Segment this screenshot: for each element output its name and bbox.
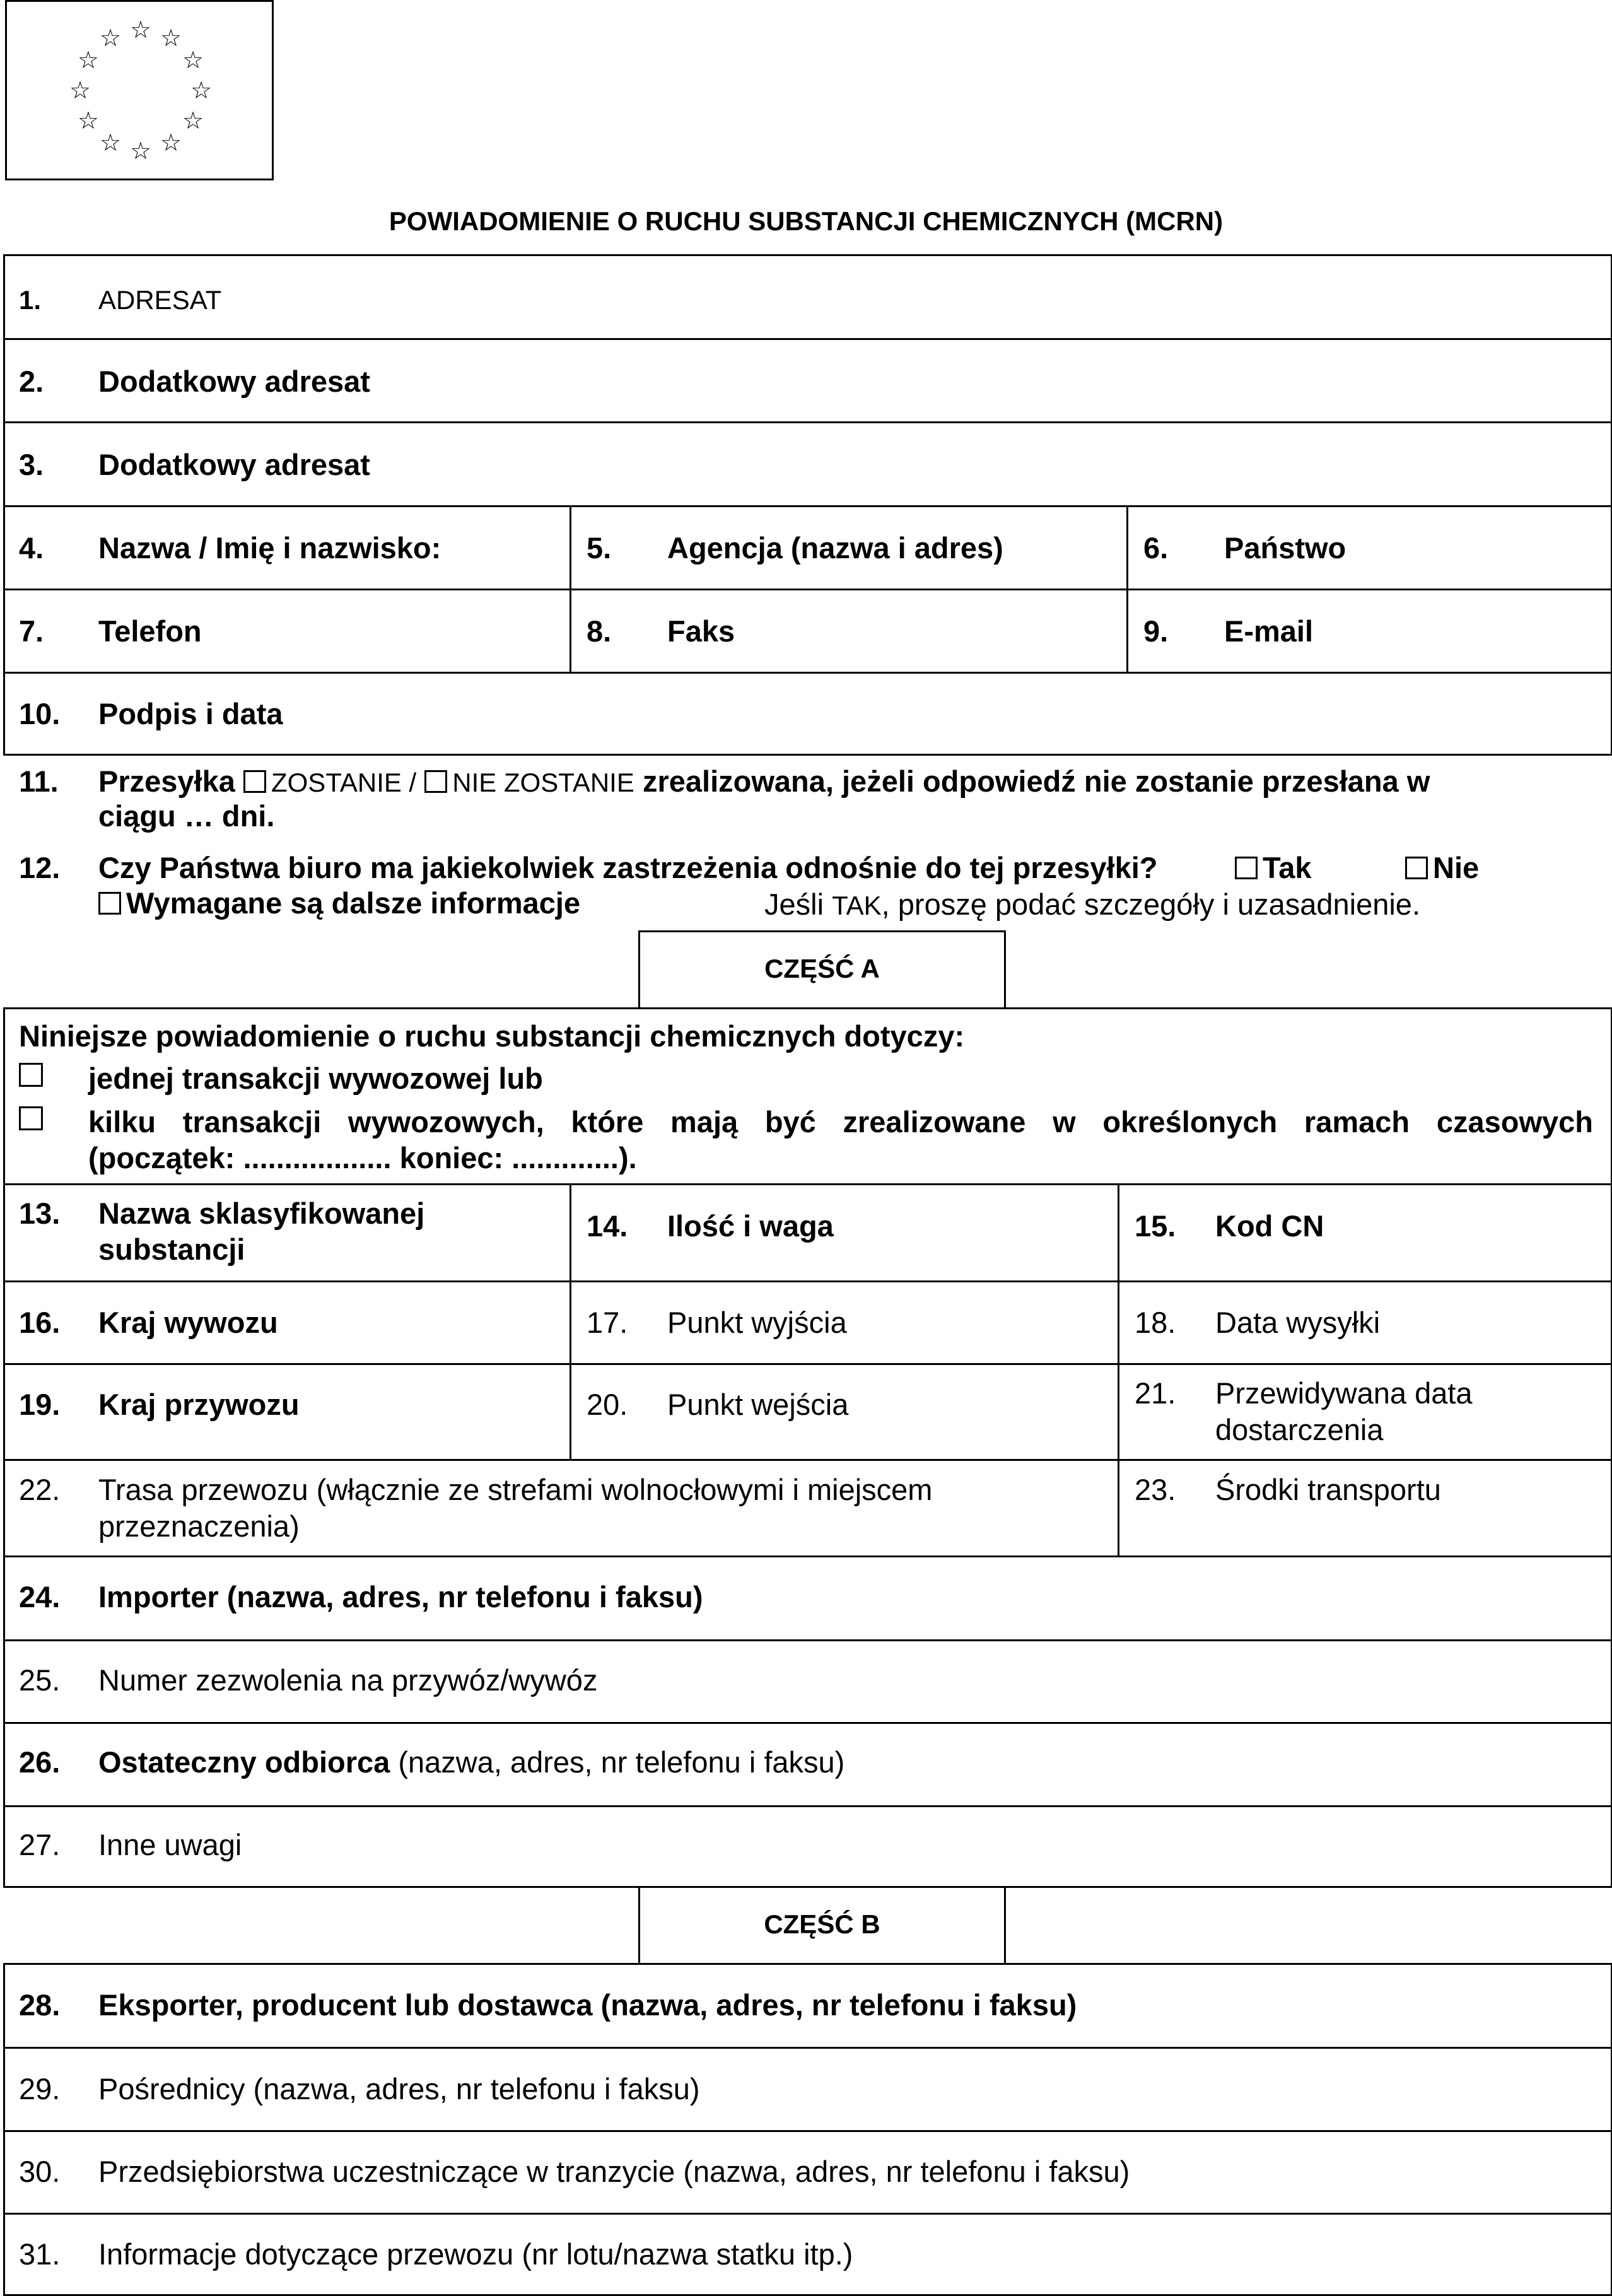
- question-12-text: Czy Państwa biuro ma jakiekolwiek zastrzeżenia odnośnie do tej przesyłki?: [98, 851, 1158, 884]
- part-a-label: CZĘŚĆ A: [764, 954, 880, 983]
- form-title: POWIADOMIENIE O RUCHU SUBSTANCJI CHEMICZNYCH (MCRN): [388, 206, 1224, 236]
- question-11-number: 11.: [19, 764, 59, 798]
- eu-star-icon: ☆: [160, 129, 182, 157]
- field-16-number: 16.: [19, 1306, 61, 1339]
- field-9-number: 9.: [1143, 614, 1169, 648]
- field-2-label: Dodatkowy adresat: [98, 365, 370, 398]
- field-26-number: 26.: [19, 1745, 61, 1779]
- field-23-label: Środki transportu: [1215, 1473, 1441, 1506]
- field-23-number: 23.: [1135, 1473, 1176, 1506]
- checkbox-nie[interactable]: [1405, 857, 1428, 879]
- field-18-number: 18.: [1135, 1306, 1176, 1339]
- field-31-number: 31.: [19, 2237, 61, 2271]
- eu-star-icon: ☆: [99, 23, 122, 52]
- field-22-label-line2: przeznaczenia): [98, 1509, 300, 1543]
- eu-stars-circle: [7, 2, 272, 179]
- field-14-label: Ilość i waga: [667, 1209, 834, 1243]
- field-9-label: E-mail: [1224, 614, 1314, 648]
- field-3-label: Dodatkowy adresat: [98, 448, 370, 481]
- field-30-label: Przedsiębiorstwa uczestniczące w tranzycie (nazwa, adres, nr telefonu i faksu): [98, 2155, 1130, 2188]
- eu-star-icon: ☆: [69, 76, 91, 104]
- field-26-label: Ostateczny odbiorca (nazwa, adres, nr telefonu i faksu): [98, 1745, 845, 1779]
- field-4-number: 4.: [19, 531, 44, 565]
- field-20-label: Punkt wejścia: [667, 1388, 849, 1421]
- field-31-label: Informacje dotyczące przewozu (nr lotu/nazwa statku itp.): [98, 2237, 853, 2271]
- field-28-number: 28.: [19, 1988, 61, 2022]
- eu-star-icon: ☆: [77, 46, 99, 74]
- field-27-number: 27.: [19, 1828, 61, 1861]
- field-10-number: 10.: [19, 697, 61, 730]
- field-30-number: 30.: [19, 2155, 61, 2188]
- field-14-number: 14.: [587, 1209, 628, 1243]
- field-21-number: 21.: [1135, 1376, 1176, 1410]
- checkbox-tak[interactable]: [1235, 857, 1258, 879]
- scope-option-2-line2: (początek: .................. koniec: .............).: [88, 1141, 637, 1174]
- field-8-label: Faks: [667, 614, 735, 648]
- scope-heading: Niniejsze powiadomienie o ruchu substancji chemicznych dotyczy:: [19, 1019, 965, 1053]
- field-6-label: Państwo: [1224, 531, 1346, 565]
- field-13-label-line1: Nazwa sklasyfikowanej: [98, 1197, 425, 1230]
- field-22-label-line1: Trasa przewozu (włącznie ze strefami wolnocłowymi i miejscem: [98, 1473, 933, 1506]
- eu-star-icon: ☆: [129, 137, 152, 165]
- eu-star-icon: ☆: [182, 46, 204, 74]
- field-3-number: 3.: [19, 448, 44, 481]
- eu-star-icon: ☆: [160, 23, 182, 52]
- field-13-label-line2: substancji: [98, 1233, 245, 1266]
- field-24-label: Importer (nazwa, adres, nr telefonu i faksu): [98, 1580, 703, 1614]
- field-28-label: Eksporter, producent lub dostawca (nazwa, adres, nr telefonu i faksu): [98, 1988, 1077, 2022]
- eu-star-icon: ☆: [99, 129, 122, 157]
- field-22-number: 22.: [19, 1473, 61, 1506]
- eu-star-icon: ☆: [190, 76, 213, 104]
- field-17-label: Punkt wyjścia: [667, 1306, 847, 1339]
- field-5-number: 5.: [587, 531, 612, 565]
- field-16-label: Kraj wywozu: [98, 1306, 278, 1339]
- field-29-label: Pośrednicy (nazwa, adres, nr telefonu i faksu): [98, 2072, 700, 2106]
- checkbox-nie-zostanie[interactable]: [424, 770, 447, 793]
- question-11-line2: ciągu … dni.: [98, 799, 275, 833]
- field-13-number: 13.: [19, 1197, 61, 1230]
- field-17-number: 17.: [587, 1306, 628, 1339]
- scope-option-2-line1: kilku transakcji wywozowych, które mają być zrealizowane w określonych ramach czasowych: [88, 1105, 1593, 1139]
- eu-flag-logo: [5, 0, 274, 180]
- field-21-label-line1: Przewidywana data: [1215, 1376, 1473, 1410]
- field-2-number: 2.: [19, 365, 44, 398]
- checkbox-multiple-transactions[interactable]: [19, 1106, 43, 1130]
- field-19-label: Kraj przywozu: [98, 1388, 300, 1421]
- question-12-number: 12.: [19, 851, 61, 884]
- field-20-number: 20.: [587, 1388, 628, 1421]
- checkbox-single-transaction[interactable]: [19, 1063, 43, 1087]
- field-8-number: 8.: [587, 614, 612, 648]
- option-tak: Tak: [1235, 850, 1312, 886]
- field-1-label: ADRESAT: [98, 285, 222, 315]
- field-10-label: Podpis i data: [98, 697, 283, 730]
- field-4-label: Nazwa / Imię i nazwisko:: [98, 531, 441, 565]
- checkbox-zostanie[interactable]: [243, 770, 266, 793]
- part-b-label: CZĘŚĆ B: [764, 1909, 880, 1939]
- option-more-info: Wymagane są dalsze informacje: [98, 885, 580, 922]
- field-1-number: 1.: [19, 285, 42, 315]
- field-5-label: Agencja (nazwa i adres): [667, 531, 1003, 565]
- eu-star-icon: ☆: [77, 107, 99, 134]
- option-nie: Nie: [1405, 850, 1479, 886]
- field-29-number: 29.: [19, 2072, 61, 2106]
- field-21-label-line2: dostarczenia: [1215, 1413, 1384, 1446]
- field-15-number: 15.: [1135, 1209, 1176, 1243]
- scope-option-1: jednej transakcji wywozowej lub: [88, 1062, 543, 1095]
- field-27-label: Inne uwagi: [98, 1828, 242, 1861]
- field-7-number: 7.: [19, 614, 44, 648]
- field-19-number: 19.: [19, 1388, 61, 1421]
- field-25-number: 25.: [19, 1663, 61, 1697]
- field-7-label: Telefon: [98, 614, 202, 648]
- field-24-number: 24.: [19, 1580, 61, 1614]
- field-25-label: Numer zezwolenia na przywóz/wywóz: [98, 1663, 598, 1697]
- question-12-note: Jeśli TAK, proszę podać szczegóły i uzasadnienie.: [764, 887, 1421, 921]
- checkbox-more-info[interactable]: [98, 892, 121, 915]
- field-15-label: Kod CN: [1215, 1209, 1324, 1243]
- question-11-line1: Przesyłka ZOSTANIE / NIE ZOSTANIE zrealizowana, jeżeli odpowiedź nie zostanie przesłana w: [98, 764, 1430, 798]
- field-18-label: Data wysyłki: [1215, 1306, 1381, 1339]
- eu-star-icon: ☆: [182, 107, 204, 134]
- field-6-number: 6.: [1143, 531, 1169, 565]
- eu-star-icon: ☆: [129, 16, 152, 44]
